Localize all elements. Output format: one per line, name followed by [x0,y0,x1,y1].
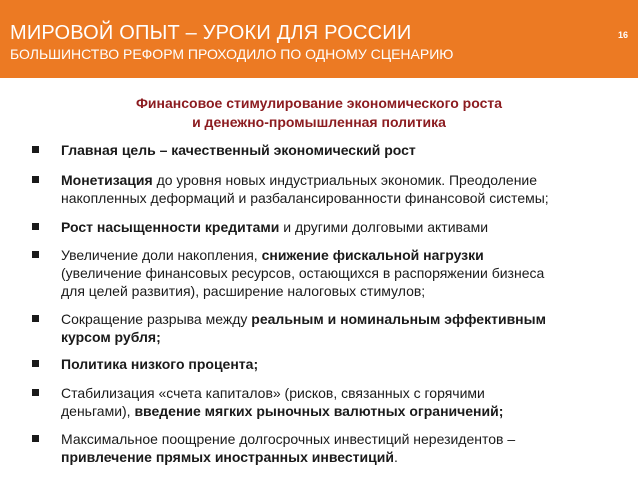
section-title-line-2: и денежно-промышленная политика [192,114,446,130]
bullet-marker [32,223,39,230]
bullet-7-text: деньгами), [61,403,135,419]
bullet-marker [32,251,39,258]
bullet-4-line-2: (увеличение финансовых ресурсов, остающихся в распоряжении бизнеса [61,265,545,281]
bullet-3-text: и другими долговыми активами [279,219,489,235]
bullet-3-bold: Рост насыщенности кредитами [61,219,280,235]
bullet-5-text: Сокращение разрыва между [61,311,252,327]
bullet-7-bold: введение мягких рыночных валютных ограничений; [134,403,504,419]
bullet-2-text: до уровня новых индустриальных экономик. Преодоление [152,172,538,188]
bullet-2-bold: Монетизация [61,172,153,188]
bullet-4-bold: снижение фискальной нагрузки [261,247,484,263]
bullet-marker [32,176,39,183]
slide-subtitle: БОЛЬШИНСТВО РЕФОРМ ПРОХОДИЛО ПО ОДНОМУ СЦЕНАРИЮ [10,46,454,62]
bullet-8-bold: привлечение прямых иностранных инвестиций [61,449,394,465]
bullet-5-bold-line-2: курсом рубля; [61,329,161,345]
bullet-marker [32,315,39,322]
bullet-marker [32,146,39,153]
bullet-1-bold: Главная цель – качественный экономический рост [61,142,416,158]
bullet-2-line-2: накопленных деформаций и разбалансированности финансовой системы; [61,190,549,206]
bullet-6-bold: Политика низкого процента; [61,356,259,372]
bullet-marker [32,360,39,367]
bullet-7-line-1: Стабилизация «счета капиталов» (рисков, связанных с горячими [61,385,485,401]
page-number: 16 [617,30,628,40]
bullet-marker [32,389,39,396]
bullet-5-bold: реальным и номинальным эффективным [251,311,546,327]
bullet-marker [32,435,39,442]
slide-title: МИРОВОЙ ОПЫТ – УРОКИ ДЛЯ РОССИИ [10,22,412,44]
section-title-line-1: Финансовое стимулирование экономического роста [135,95,503,111]
bullet-8-text: . [393,449,398,465]
bullet-8-line-1: Максимальное поощрение долгосрочных инвестиций нерезидентов – [61,431,516,447]
bullet-4-text: Увеличение доли накопления, [61,247,262,263]
bullet-4-line-3: для целей развития), расширение налоговых стимулов; [61,283,426,299]
